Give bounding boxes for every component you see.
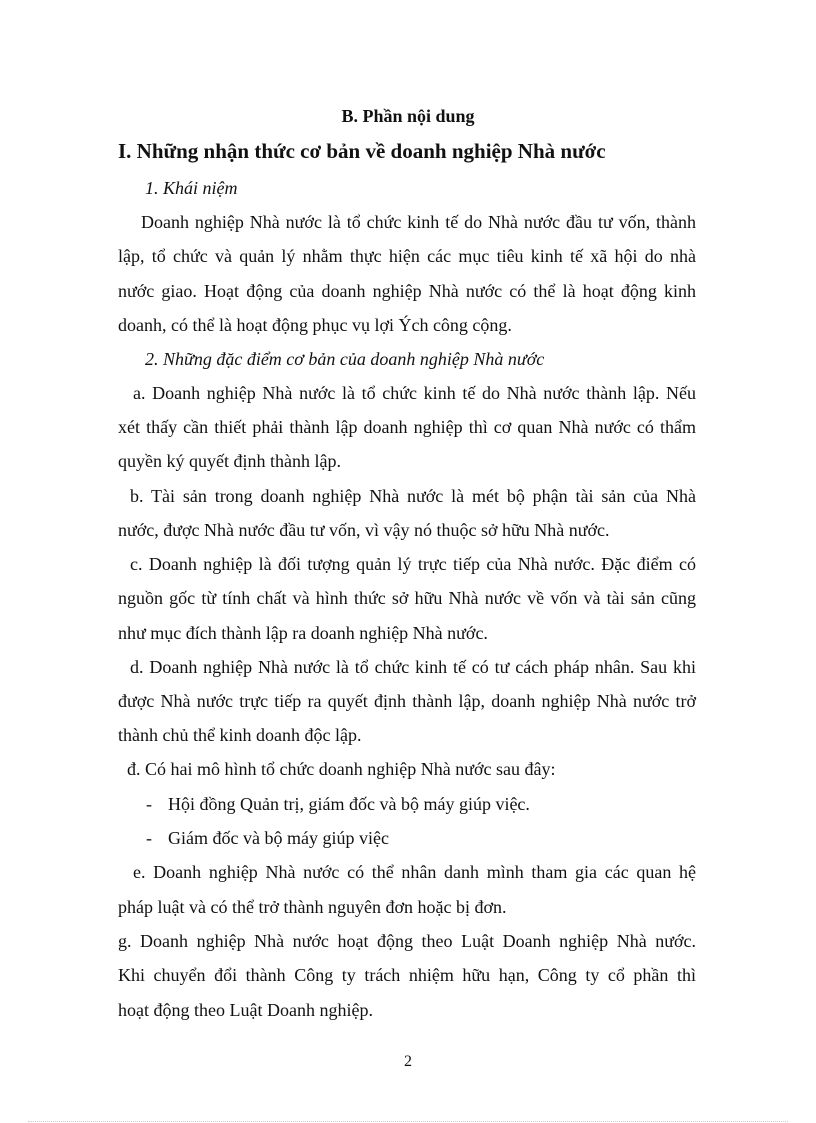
paragraph-line: g. Doanh nghiệp Nhà nước hoạt động theo Luật Doanh nghiệp Nhà nước. [118, 931, 696, 951]
paragraph-line: e. Doanh nghiệp Nhà nước có thể nhân danh mình tham gia các quan hệ [133, 862, 696, 882]
bullet-marker: - [146, 794, 152, 814]
bullet-marker: - [146, 828, 152, 848]
bullet-item: Hội đồng Quản trị, giám đốc và bộ máy giúp việc. [168, 794, 530, 814]
paragraph-line: Khi chuyển đổi thành Công ty trách nhiệm hữu hạn, Công ty cổ phần thì [118, 965, 696, 985]
subsection-heading-2: 2. Những đặc điểm cơ bản của doanh nghiệp Nhà nước [145, 349, 545, 369]
paragraph-line: đ. Có hai mô hình tổ chức doanh nghiệp Nhà nước sau đây: [127, 759, 556, 779]
paragraph-line: xét thấy cần thiết phải thành lập doanh nghiệp thì cơ quan Nhà nước có thẩm [118, 417, 696, 437]
paragraph-line: như mục đích thành lập ra doanh nghiệp Nhà nước. [118, 623, 488, 643]
paragraph-line: Doanh nghiệp Nhà nước là tổ chức kinh tế do Nhà nước đầu tư vốn, thành [141, 212, 696, 232]
page-bottom-divider [28, 1121, 788, 1122]
page-number: 2 [404, 1053, 412, 1070]
paragraph-line: nguồn gốc từ tính chất và hình thức sở hữu Nhà nước về vốn và tài sản cũng [118, 588, 696, 608]
section-title: B. Phần nội dung [341, 106, 475, 126]
bullet-item: Giám đốc và bộ máy giúp việc [168, 828, 389, 848]
paragraph-line: lập, tổ chức và quản lý nhằm thực hiện các mục tiêu kinh tế xã hội do nhà [118, 246, 696, 266]
paragraph-line: d. Doanh nghiệp Nhà nước là tổ chức kinh tế có tư cách pháp nhân. Sau khi [130, 657, 696, 677]
chapter-title: I. Những nhận thức cơ bản về doanh nghiệp Nhà nước [118, 139, 606, 163]
paragraph-line: a. Doanh nghiệp Nhà nước là tổ chức kinh tế do Nhà nước thành lập. Nếu [133, 383, 696, 403]
subsection-heading-1: 1. Khái niệm [145, 178, 238, 198]
paragraph-line: nước giao. Hoạt động của doanh nghiệp Nhà nước có thể là hoạt động kinh [118, 281, 696, 301]
paragraph-line: quyền ký quyết định thành lập. [118, 451, 341, 471]
paragraph-line: b. Tài sản trong doanh nghiệp Nhà nước là mét bộ phận tài sản của Nhà [130, 486, 696, 506]
paragraph-line: pháp luật và có thể trở thành nguyên đơn hoặc bị đơn. [118, 897, 507, 917]
paragraph-line: doanh, có thể là hoạt động phục vụ lợi Ých công cộng. [118, 315, 512, 335]
paragraph-line: thành chủ thể kinh doanh độc lập. [118, 725, 362, 745]
paragraph-line: nước, được Nhà nước đầu tư vốn, vì vậy nó thuộc sở hữu Nhà nước. [118, 520, 610, 540]
paragraph-line: hoạt động theo Luật Doanh nghiệp. [118, 1000, 373, 1020]
paragraph-line: được Nhà nước trực tiếp ra quyết định thành lập, doanh nghiệp Nhà nước trở [118, 691, 696, 711]
paragraph-line: c. Doanh nghiệp là đối tượng quản lý trực tiếp của Nhà nước. Đặc điểm có [130, 554, 696, 574]
